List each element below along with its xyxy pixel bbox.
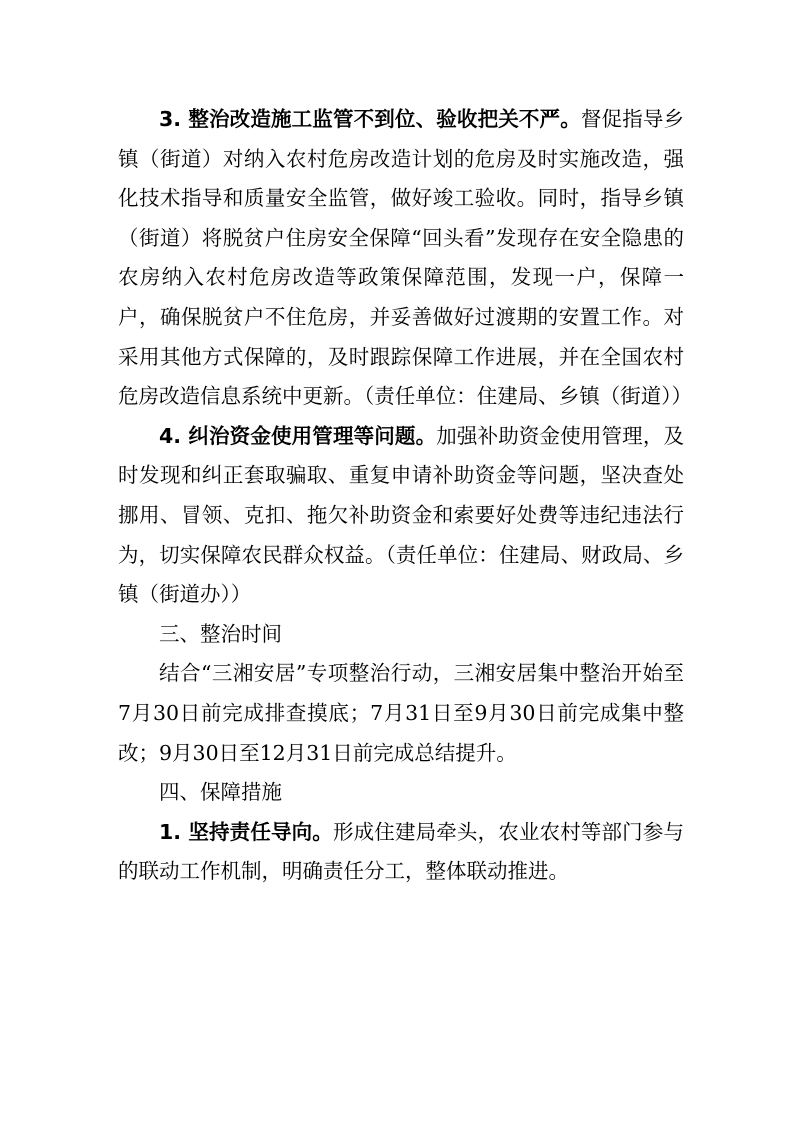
item-3-text: 督促指导乡镇（街道）对纳入农村危房改造计划的危房及时实施改造，强化技术指导和质量安全监管，做好竣工验收。同时，指导乡镇（街道）将脱贫户住房安全保障“回头看”发现存在安全隐患的农房纳入农村危房改造等政策保障范围，发现一户，保障一户，确保脱贫户不住危房，并妥善做好过渡期的安置工作。对采用其他方式保障的，及时跟踪保障工作进展，并在全国农村危房改造信息系统中更新。（责任单位：住建局、乡镇（街道）） [118,107,692,409]
item-3-lead: 3. 整治改造施工监管不到位、验收把关不严。 [159,107,581,131]
paragraph-item-4 [118,417,684,615]
section-heading-measures: 四、保障措施 [159,780,282,805]
paragraph-item-3 [118,100,692,417]
document-page [118,100,692,892]
paragraph-measure-1 [118,813,684,892]
paragraph-time: 结合“三湘安居”专项整治行动，三湘安居集中整治开始至7月30日前完成排查摸底；7月31日至9月30日前完成集中整改；9月30日至12月31日前完成总结提升。 [118,661,684,765]
measure-1-text: 形成住建局牵头，农业农村等部门参与的联动工作机制，明确责任分工，整体联动推进。 [118,819,684,884]
item-4-text: 加强补助资金使用管理，及时发现和纠正套取骗取、重复申请补助资金等问题，坚决查处挪用、冒领、克扣、拖欠补助资金和索要好处费等违纪违法行为，切实保障农民群众权益。（责任单位：住建局、财政局、乡镇（街道办）） [118,423,684,607]
item-4-lead: 4. 纠治资金使用管理等问题。 [159,423,437,448]
measure-1-lead: 1. 坚持责任导向。 [159,819,333,844]
section-heading-time: 三、整治时间 [159,621,282,646]
